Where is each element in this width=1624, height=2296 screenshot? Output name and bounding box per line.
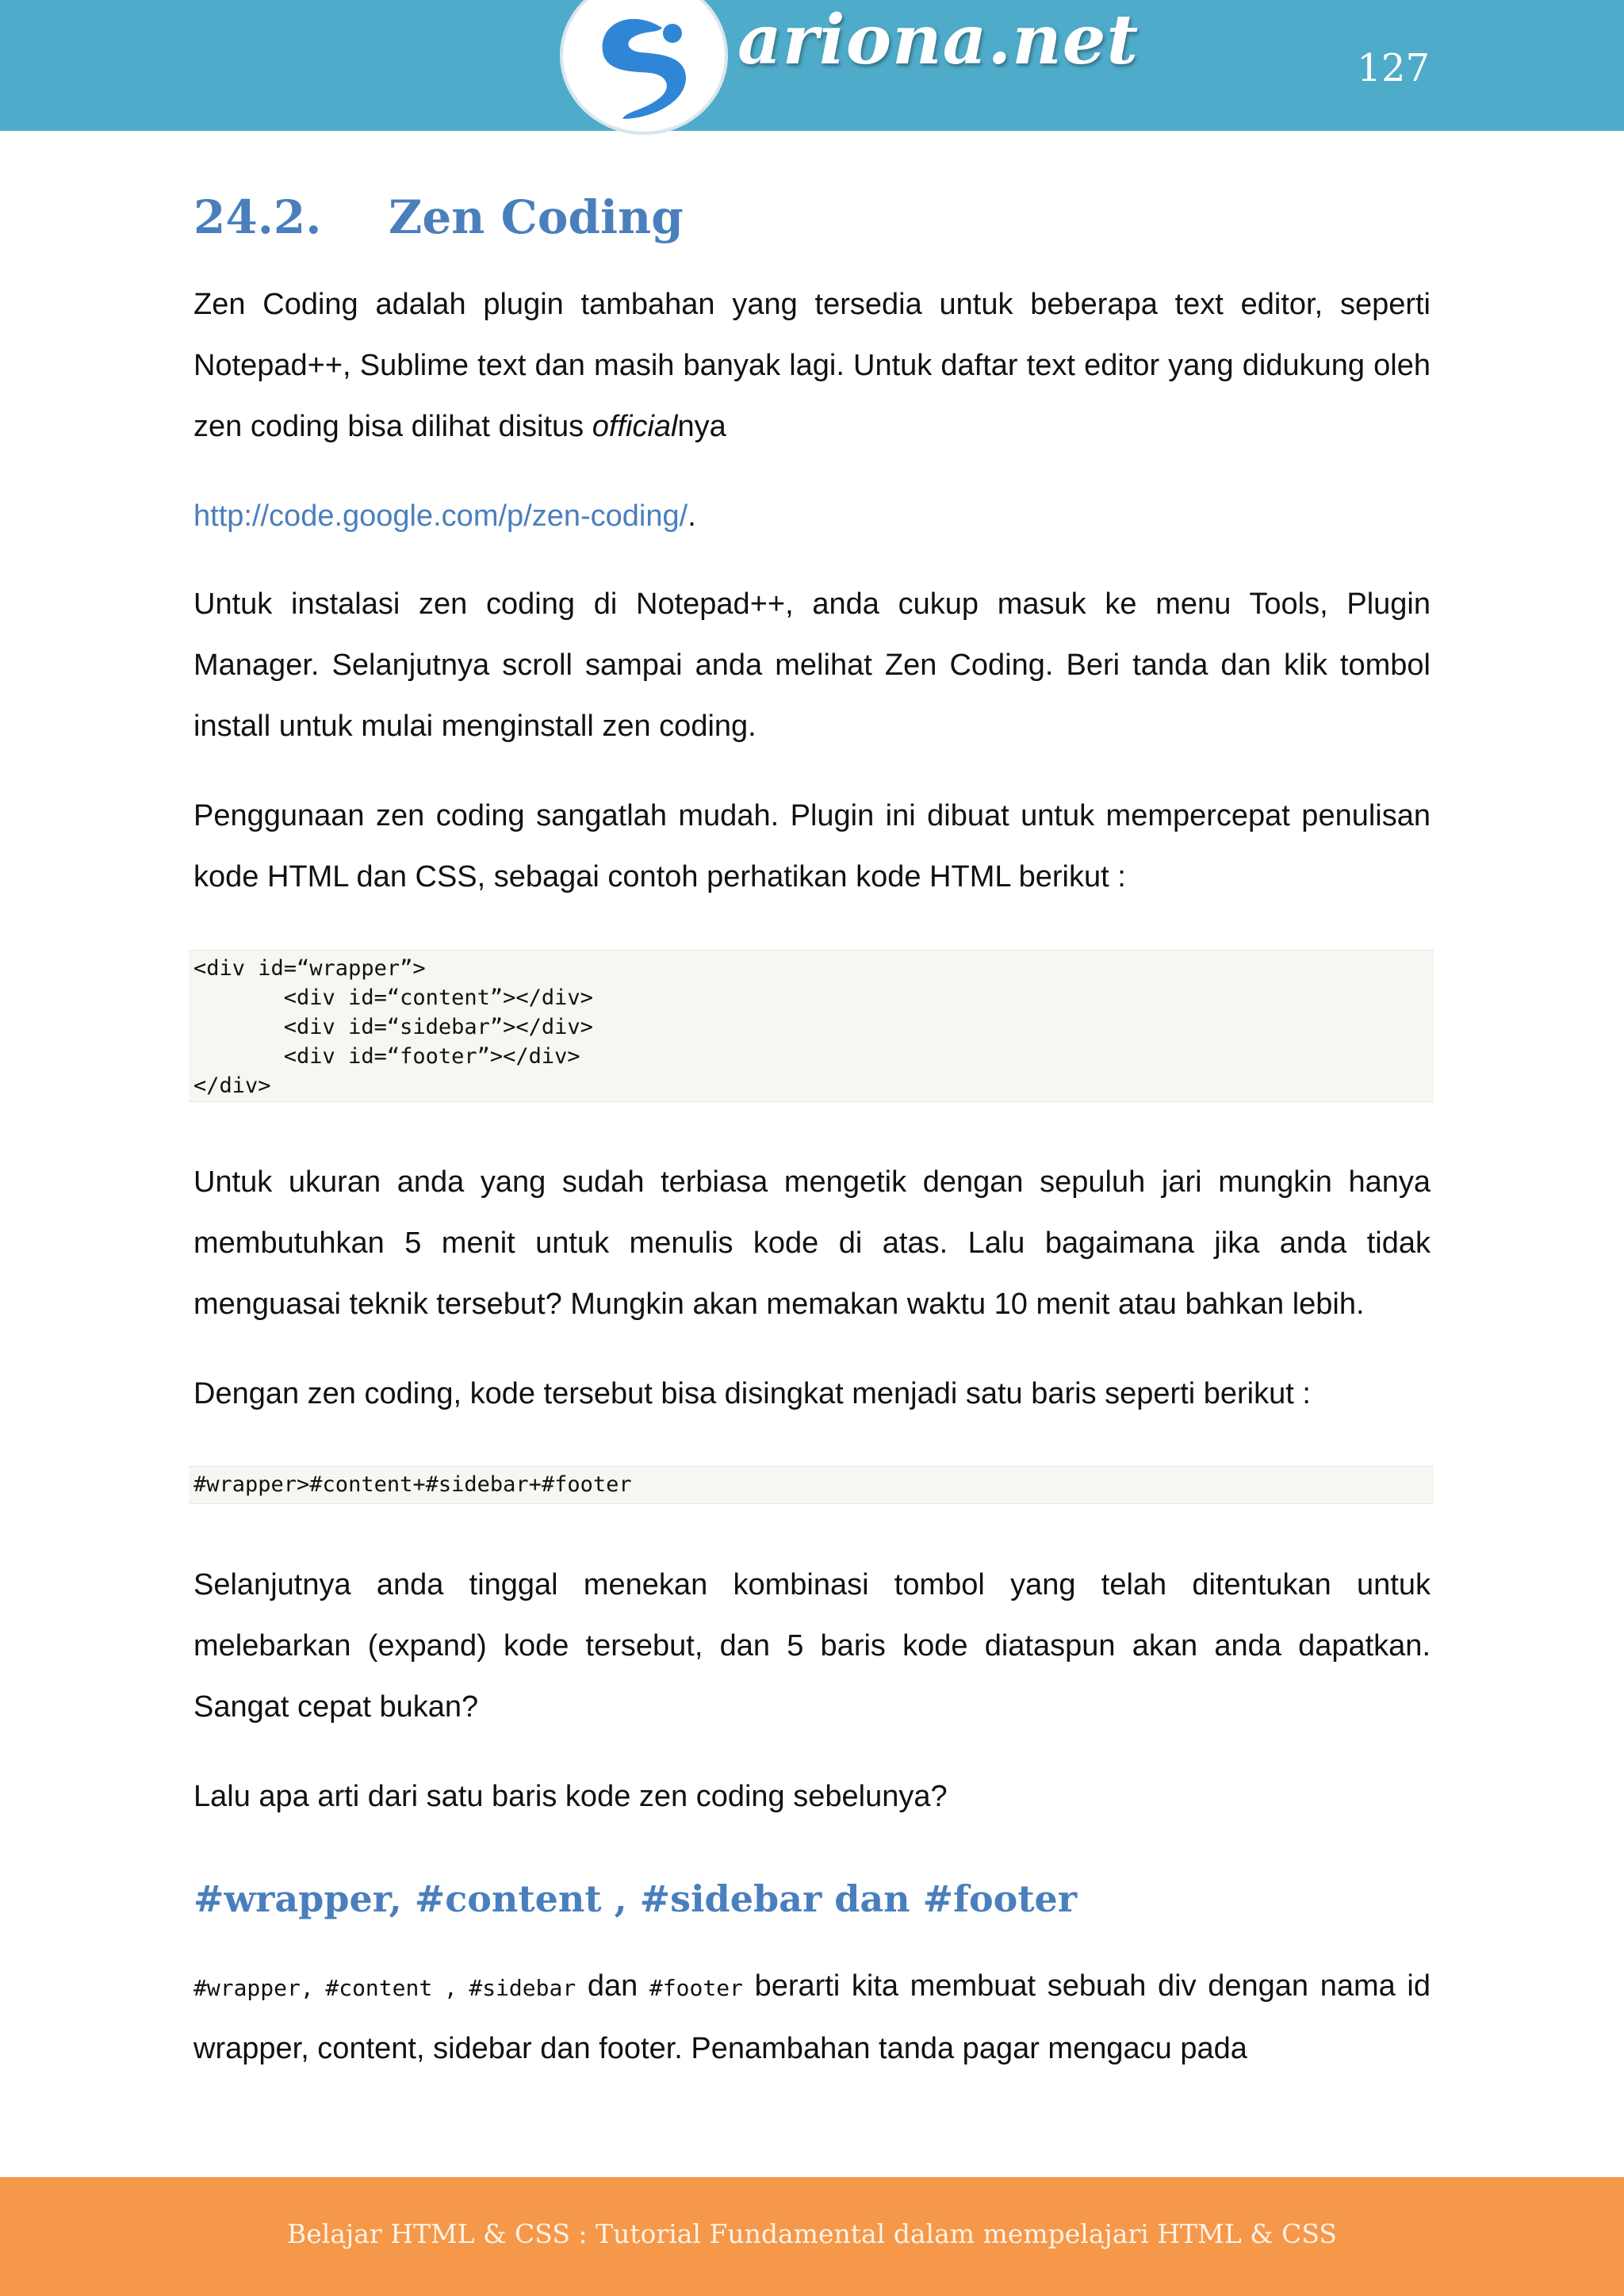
paragraph-shorthand: Dengan zen coding, kode tersebut bisa disingkat menjadi satu baris seperti berikut :	[193, 1377, 1311, 1410]
subsection-title: #wrapper, #content , #sidebar dan #footer	[193, 1877, 1078, 1920]
explanation-text: berarti kita membuat sebuah div dengan nama id wrapper, content, sidebar dan footer. Penambahan tanda pagar mengacu pada	[193, 1969, 1431, 2065]
intro-text: Zen Coding adalah plugin tambahan yang tersedia untuk beberapa text editor, seperti Notepad++, Sublime text dan masih banyak lagi. Untuk daftar text editor yang didukung oleh zen coding bisa dilihat disitus	[193, 288, 1431, 443]
paragraph-typing: Untuk ukuran anda yang sudah terbiasa mengetik dengan sepuluh jari mungkin hanya membutuhkan 5 menit untuk menulis kode di atas. Lalu bagaimana jika anda tidak menguasai teknik tersebut? Mungkin akan memakan waktu 10 menit atau bahkan lebih.	[193, 1165, 1431, 1321]
intro-text-end: nya	[677, 410, 726, 443]
page-header	[0, 0, 1624, 131]
section-title	[193, 190, 684, 244]
footer-text: Belajar HTML & CSS : Tutorial Fundamental dalam mempelajari HTML & CSS	[287, 2218, 1337, 2249]
word-dan: dan	[587, 1969, 638, 2003]
link-suffix: .	[688, 499, 696, 533]
logo-text: ariona.net	[737, 0, 1139, 80]
zen-coding-link[interactable]: http://code.google.com/p/zen-coding/	[193, 499, 688, 533]
section-number: 24.2.	[193, 190, 322, 244]
code-footer: #footer	[649, 1975, 743, 2001]
code-block-html: <div id=“wrapper”> <div id=“content”></div> <div id=“sidebar”></div> <div id=“footer”></div> </div>	[189, 950, 1434, 1102]
paragraph-question: Lalu apa arti dari satu baris kode zen coding sebelunya?	[193, 1780, 948, 1813]
code-wrapper: #wrapper,	[193, 1975, 314, 2001]
code-block-zen: #wrapper>#content+#sidebar+#footer	[189, 1466, 1434, 1504]
paragraph-link	[193, 486, 1431, 547]
paragraph-install: Untuk instalasi zen coding di Notepad++, anda cukup masuk ke menu Tools, Plugin Manager. Selanjutnya scroll sampai anda melihat Zen Coding. Beri tanda dan klik tombol install untuk mulai menginstall zen coding.	[193, 587, 1431, 743]
code-sidebar: #sidebar	[469, 1975, 576, 2001]
page-footer	[0, 2177, 1624, 2296]
section-title-text: Zen Coding	[389, 190, 684, 244]
paragraph-usage: Penggunaan zen coding sangatlah mudah. Plugin ini dibuat untuk mempercepat penulisan kode HTML dan CSS, sebagai contoh perhatikan kode HTML berikut :	[193, 799, 1431, 894]
intro-italic: official	[592, 410, 678, 443]
site-logo	[555, 0, 1139, 151]
paragraph-expand: Selanjutnya anda tinggal menekan kombinasi tombol yang telah ditentukan untuk melebarkan (expand) kode tersebut, dan 5 baris kode diataspun akan anda dapatkan. Sangat cepat bukan?	[193, 1568, 1431, 1724]
paragraph-intro	[193, 274, 1431, 457]
code-content: #content	[325, 1975, 433, 2001]
paragraph-explanation	[193, 1956, 1431, 2080]
logo-bubble-icon	[555, 0, 737, 151]
code-comma: ,	[443, 1975, 458, 2001]
page-number: 127	[1357, 46, 1430, 90]
